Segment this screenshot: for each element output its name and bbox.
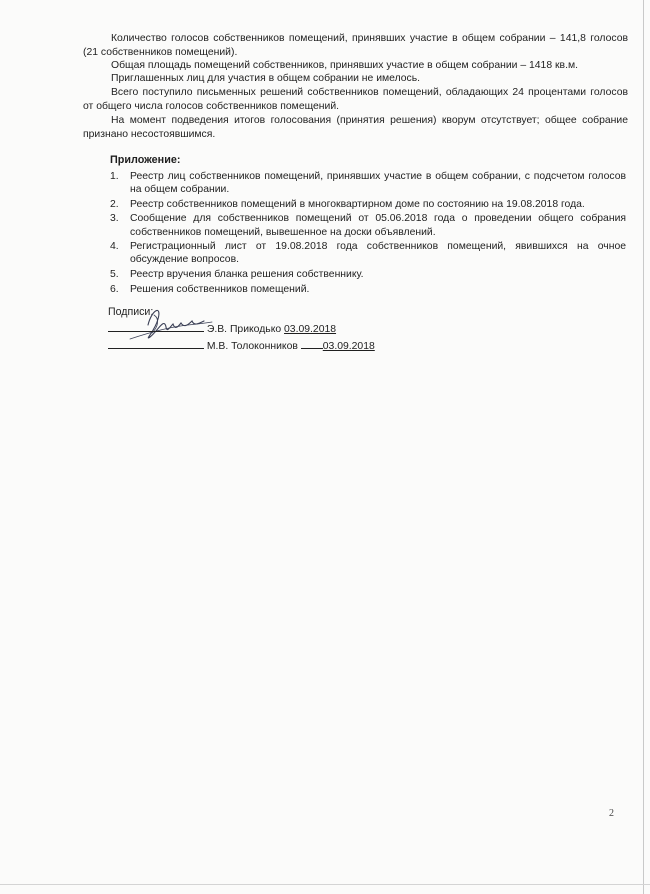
- paragraph-invited: Приглашенных лиц для участия в общем собрании не имелось.: [111, 73, 421, 84]
- paragraph-area: Общая площадь помещений собственников, принявших участие в общем собрании – 1418 кв.м.: [111, 60, 578, 71]
- list-item: [110, 268, 626, 281]
- page-number: 2: [609, 808, 614, 819]
- signer-name: Э.В. Прикодько: [206, 324, 282, 335]
- list-item: [110, 170, 626, 196]
- signature-blank: [108, 338, 204, 349]
- paragraph-quorum: На момент подведения итогов голосования (принятия решения) кворум отсутствует; общее собрание признано несостоявшимся.: [83, 115, 628, 140]
- signature-blank: [108, 321, 204, 332]
- list-item: [110, 212, 626, 238]
- signature-row-1: [108, 321, 336, 335]
- list-item: [110, 198, 626, 211]
- signature-blank: [301, 338, 323, 349]
- list-item: [110, 240, 626, 266]
- signer-name: М.В. Толоконников: [206, 341, 298, 352]
- list-item-number: 2.: [110, 198, 119, 210]
- scan-edge-bottom: [0, 884, 650, 885]
- list-item-text: Реестр вручения бланка решения собственнику.: [130, 268, 364, 280]
- appendix-heading: Приложение:: [110, 154, 181, 166]
- list-item-text: Регистрационный лист от 19.08.2018 года собственников помещений, явившихся на очное обсуждение вопросов.: [130, 241, 626, 266]
- list-item-text: Реестр лиц собственников помещений, принявших участие в общем собрании, с подсчетом голосов на общем собрании.: [130, 171, 626, 196]
- signature-date: 03.09.2018: [284, 324, 337, 335]
- paragraph-written-decisions: Всего поступило письменных решений собственников помещений, обладающих 24 процентами голосов от общего числа голосов собственников помещений.: [83, 87, 628, 112]
- list-item: [110, 283, 626, 296]
- appendix-list: [110, 170, 626, 297]
- list-item-text: Реестр собственников помещений в многоквартирном доме по состоянию на 19.08.2018 года.: [130, 198, 585, 210]
- list-item-number: 4.: [110, 241, 119, 253]
- scan-edge-right: [643, 0, 644, 894]
- list-item-text: Решения собственников помещений.: [130, 283, 310, 295]
- list-item-text: Сообщение для собственников помещений от 05.06.2018 года о проведении общего собрания собственников помещений, вывешенное на доски объявлений.: [130, 213, 626, 238]
- list-item-number: 5.: [110, 268, 119, 280]
- list-item-number: 3.: [110, 213, 119, 225]
- signatures-label: Подписи:: [108, 306, 154, 318]
- list-item-number: 1.: [110, 171, 119, 182]
- list-item-number: 6.: [110, 283, 119, 295]
- paragraph-votes: Количество голосов собственников помещений, принявших участие в общем собрании – 141,8 голосов (21 собственников помещений).: [83, 33, 628, 58]
- signature-date: 03.09.2018: [322, 341, 375, 352]
- signature-row-2: [108, 338, 375, 352]
